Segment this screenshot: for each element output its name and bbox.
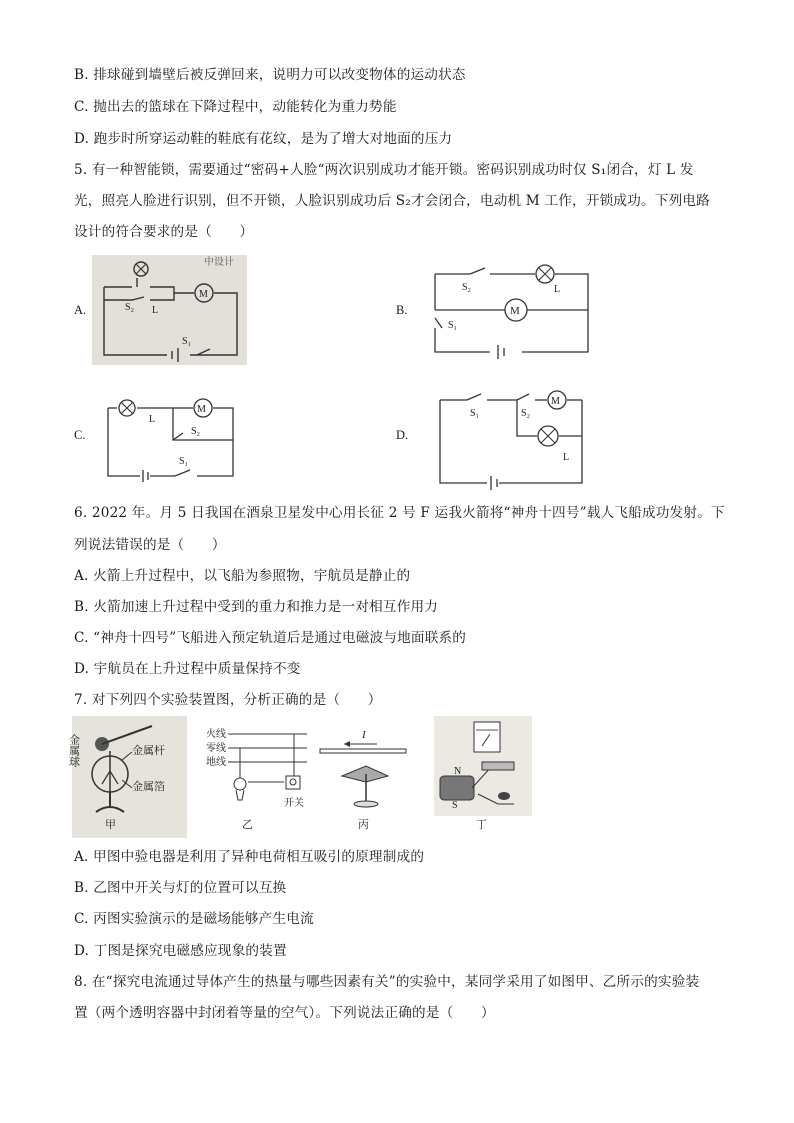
circuit-a-s1-label: S₁ <box>182 336 192 347</box>
q7-option-b: B. 乙图中开关与灯的位置可以互换 <box>74 880 287 896</box>
label-live-wire: 火线 <box>206 729 226 740</box>
circuit-a-figure <box>92 255 247 365</box>
circuit-c-figure <box>105 398 240 480</box>
q5-stem-line1: 5. 有一种智能锁，需要通过“密码+人脸“两次识别成功才能开锁。密码识别成功时仅 S₁闭合，灯 L 发 <box>74 162 694 178</box>
circuit-d-figure <box>437 388 587 488</box>
circuit-a-scrap-text: 中设计 <box>204 257 234 268</box>
circuit-a-s2-label: S₂ <box>125 302 135 313</box>
circuit-c-motor-m: M <box>197 404 206 415</box>
circuit-c-lamp-l: L <box>149 414 156 425</box>
label-neutral-wire: 零线 <box>206 743 226 754</box>
q5-option-d-label: D. <box>396 428 409 442</box>
label-s-pole: S <box>452 800 458 811</box>
q7-experiments-figure <box>67 716 532 838</box>
q7-stem: 7. 对下列四个实验装置图，分析正确的是（ ） <box>74 692 382 708</box>
circuit-c-s2-label: S₂ <box>191 426 201 437</box>
circuit-a-motor-m: M <box>199 289 208 300</box>
q5-option-b-label: B. <box>396 303 408 317</box>
device-ding <box>434 716 532 831</box>
q5-stem-line2: 光，照亮人脸进行识别，但不开锁，人脸识别成功后 S₂才会闭合，电动机 M 工作，开锁成功。下列电路 <box>74 193 710 209</box>
q5-stem-line3: 设计的符合要求的是（ ） <box>74 224 254 240</box>
q5-option-a-label: A. <box>74 303 87 317</box>
q6-stem-line1: 6. 2022 年。月 5 日我国在酒泉卫星发中心用长征 2 号 F 运我火箭将“神舟十四号”载人飞船成功发射。下 <box>74 505 725 521</box>
q8-stem-line1: 8. 在“探究电流通过导体产生的热量与哪些因素有关”的实验中，某同学采用了如图甲、乙所示的实验装 <box>74 974 700 990</box>
oersted-bing <box>320 729 406 831</box>
circuit-b-s2-label: S₂ <box>462 282 472 293</box>
q6-option-a: A. 火箭上升过程中，以飞船为参照物，宇航员是静止的 <box>74 568 411 584</box>
wiring-yi <box>206 727 307 831</box>
q4-option-b: B. 排球碰到墙壁后被反弹回来，说明力可以改变物体的运动状态 <box>74 67 466 83</box>
circuit-a-lamp-l: L <box>152 305 159 316</box>
caption-bing: 丙 <box>358 818 369 831</box>
q5-option-c-label: C. <box>74 428 86 442</box>
circuit-d-lamp-l: L <box>563 452 570 463</box>
caption-yi: 乙 <box>242 818 253 831</box>
q4-option-c: C. 抛出去的篮球在下降过程中，动能转化为重力势能 <box>74 99 397 115</box>
q4-option-d: D. 跑步时所穿运动鞋的鞋底有花纹，是为了增大对地面的压力 <box>74 131 453 147</box>
circuit-b-lamp-l: L <box>554 284 561 295</box>
caption-ding: 丁 <box>476 818 487 831</box>
circuit-d-motor-m: M <box>551 396 560 407</box>
label-metal-foil: 金属箔 <box>132 780 165 793</box>
circuit-d-s1-label: S₁ <box>470 408 480 419</box>
label-metal-rod: 金属杆 <box>132 744 165 757</box>
q7-option-c: C. 丙图实验演示的是磁场能够产生电流 <box>74 911 314 927</box>
label-metal-ball: 金属球 <box>67 734 81 767</box>
label-switch: 开关 <box>284 798 304 809</box>
q8-stem-line2: 置（两个透明容器中封闭着等量的空气）。下列说法正确的是（ ） <box>74 1005 495 1021</box>
q6-option-c: C. “神舟十四号”飞船进入预定轨道后是通过电磁波与地面联系的 <box>74 630 467 646</box>
circuit-b-s1-label: S₁ <box>448 320 458 331</box>
circuit-c-s1-label: S₁ <box>179 456 189 467</box>
label-n-pole: N <box>454 766 462 777</box>
q6-option-b: B. 火箭加速上升过程中受到的重力和推力是一对相互作用力 <box>74 599 439 615</box>
q6-option-d: D. 宇航员在上升过程中质量保持不变 <box>74 661 301 677</box>
q7-option-d: D. 丁图是探究电磁感应现象的装置 <box>74 943 287 959</box>
circuit-b-figure <box>430 262 590 372</box>
label-ground-wire: 地线 <box>206 757 226 768</box>
q7-option-a: A. 甲图中验电器是利用了异种电荷相互吸引的原理制成的 <box>74 849 425 865</box>
caption-jia: 甲 <box>105 818 116 831</box>
circuit-d-s2-label: S₂ <box>521 408 531 419</box>
label-current-i: I <box>362 729 366 741</box>
electroscope-jia <box>68 716 188 838</box>
q6-stem-line2: 列说法错误的是（ ） <box>74 537 226 553</box>
circuit-b-motor-m: M <box>510 305 520 317</box>
